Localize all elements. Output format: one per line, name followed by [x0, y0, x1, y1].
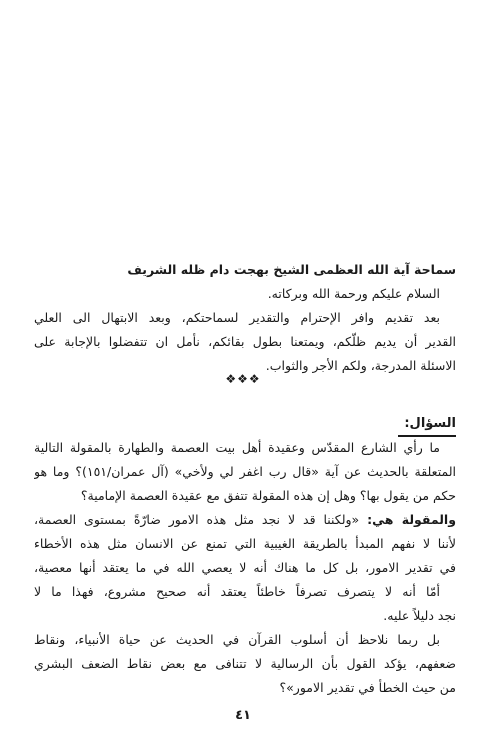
question-label: السؤال:	[404, 416, 456, 431]
page-number: ٤١	[235, 708, 251, 723]
question-line: حكم من يقول بها؟ وهل إن هذه المقولة تتفق مع عقيدة العصمة الإمامية؟	[80, 488, 456, 503]
letter-line: بعد تقديم وافر الإحترام والتقدير لسماحتكم، وبعد الابتهال الى العلي	[34, 310, 440, 325]
question-line: أمّا أنه لا يتصرف تصرفاً خاطئاً يعتقد أنه صحيح مشروع، فهذا ما لا	[34, 584, 440, 599]
quote-label: والمقولة هي:	[367, 512, 456, 527]
question-line: بل ربما نلاحظ أن أسلوب القرآن في الحديث عن حياة الأنبياء، ونقاط	[34, 632, 440, 647]
question-line: من حيث الخطأ في تقدير الامور»؟	[279, 680, 456, 695]
question-line: في تقدير الامور، بل كل ما هناك أنه لا يعصي الله في ما يعتقد أنها معصية،	[34, 560, 456, 575]
question-line: المتعلقة بالحديث عن آية «قال رب اغفر لي ولأخي» (آل عمران/١٥١)؟ وما هو	[34, 464, 456, 479]
addressee-heading: سماحة آية الله العظمى الشيخ بهجت دام ظله الشريف	[127, 262, 456, 277]
section-separator: ❖❖❖	[225, 372, 261, 386]
question-line: لأننا لا نفهم المبدأ بالطريقة الغيبية التي تمنع عن الانسان مثل هذه الأخطاء	[34, 536, 456, 551]
question-line: نجد دليلاً عليه.	[383, 608, 456, 623]
question-section	[34, 412, 456, 700]
question-line: ما رأي الشارع المقدّس وعقيدة أهل بيت العصمة والطهارة بالمقولة التالية	[34, 440, 440, 455]
letter-line: الاسئلة المدرجة، ولكم الأجر والثواب.	[265, 358, 456, 373]
greeting-line: السلام عليكم ورحمة الله وبركاته.	[267, 286, 440, 301]
letter-section	[34, 258, 456, 378]
quote-line	[34, 508, 456, 532]
quote-text: «ولكننا قد لا نجد مثل هذه الامور ضارّةً بمستوى العصمة،	[34, 512, 360, 527]
question-line: ضعفهم، يؤكد القول بأن الرسالية لا تتنافى مع بعض نقاط الضعف البشري	[34, 656, 456, 671]
letter-line: القدير أن يديم ظلّكم، ويمتعنا بطول بقائكم، نأمل ان تتفضلوا بالإجابة على	[34, 334, 456, 349]
